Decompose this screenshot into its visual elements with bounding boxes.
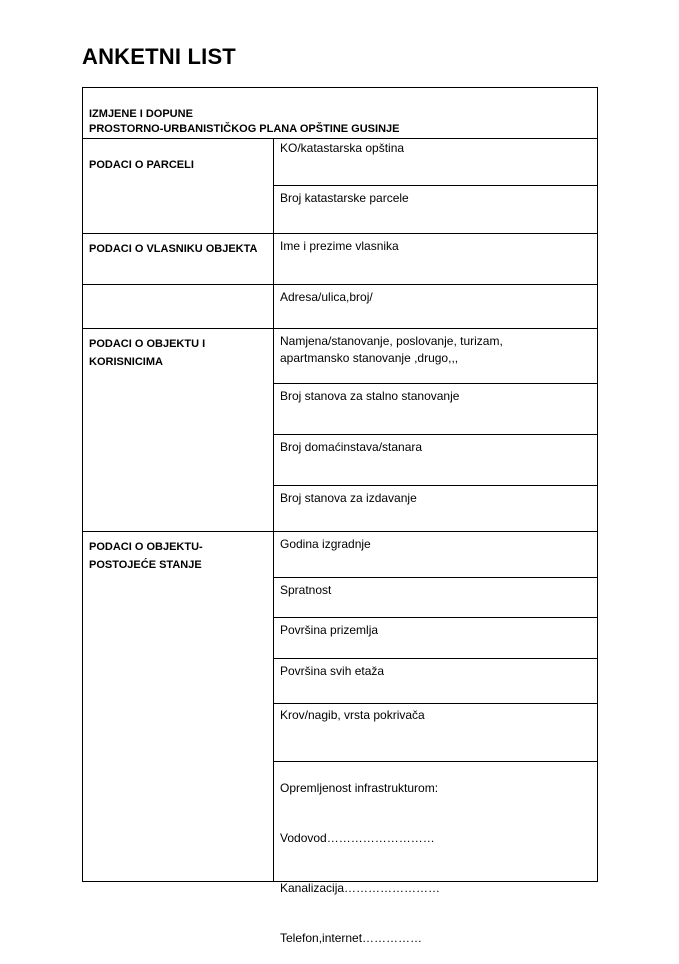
section-label: PODACI O PARCELI <box>83 139 274 233</box>
field-floors[interactable]: Spratnost <box>274 578 597 618</box>
field-owner-name[interactable]: Ime i prezime vlasnika <box>280 239 399 253</box>
section-owner <box>83 234 597 285</box>
section-label: PODACI O OBJEKTU- POSTOJEĆE STANJE <box>83 532 274 881</box>
section-label: PODACI O OBJEKTU I KORISNICIMA <box>83 329 274 531</box>
infrastructure-sewage: Kanalizacija…………………… <box>280 881 441 895</box>
field-permanent-apartments[interactable]: Broj stanova za stalno stanovanje <box>274 384 597 435</box>
field-construction-year[interactable]: Godina izgradnje <box>274 532 597 578</box>
section-label: PODACI O VLASNIKU OBJEKTA <box>83 234 274 284</box>
field-cadastral-municipality[interactable]: KO/katastarska opština <box>274 139 597 186</box>
field-ground-floor-area[interactable]: Površina prizemlja <box>274 618 597 659</box>
section-label <box>83 285 274 328</box>
form-header <box>83 88 597 139</box>
field-total-floor-area[interactable]: Površina svih etaža <box>274 659 597 704</box>
header-line-2: PROSTORNO-URBANISTIČKOG PLANA OPŠTINE GUSINJE <box>89 123 400 135</box>
section-parcel <box>83 139 597 234</box>
infrastructure-water: Vodovod……………………… <box>280 831 435 845</box>
section-building-users <box>83 329 597 532</box>
survey-form-table <box>82 87 598 945</box>
field-purpose[interactable]: Namjena/stanovanje, poslovanje, turizam, apartmansko stanovanje ,drugo,,, <box>274 329 597 384</box>
field-infrastructure[interactable] <box>274 762 597 945</box>
field-parcel-number[interactable]: Broj katastarske parcele <box>280 191 409 205</box>
field-roof[interactable]: Krov/nagib, vrsta pokrivača <box>274 704 597 762</box>
section-existing-state <box>83 532 597 945</box>
infrastructure-title: Opremljenost infrastrukturom: <box>280 781 439 795</box>
infrastructure-phone-internet: Telefon,internet…………… <box>280 931 423 945</box>
field-rental-apartments[interactable]: Broj stanova za izdavanje <box>280 491 417 505</box>
field-households[interactable]: Broj domaćinstava/stanara <box>274 435 597 486</box>
field-address[interactable]: Adresa/ulica,broj/ <box>280 290 373 304</box>
section-address <box>83 285 597 329</box>
page-title: ANKETNI LIST <box>82 44 236 69</box>
header-line-1: IZMJENE I DOPUNE <box>89 108 193 120</box>
